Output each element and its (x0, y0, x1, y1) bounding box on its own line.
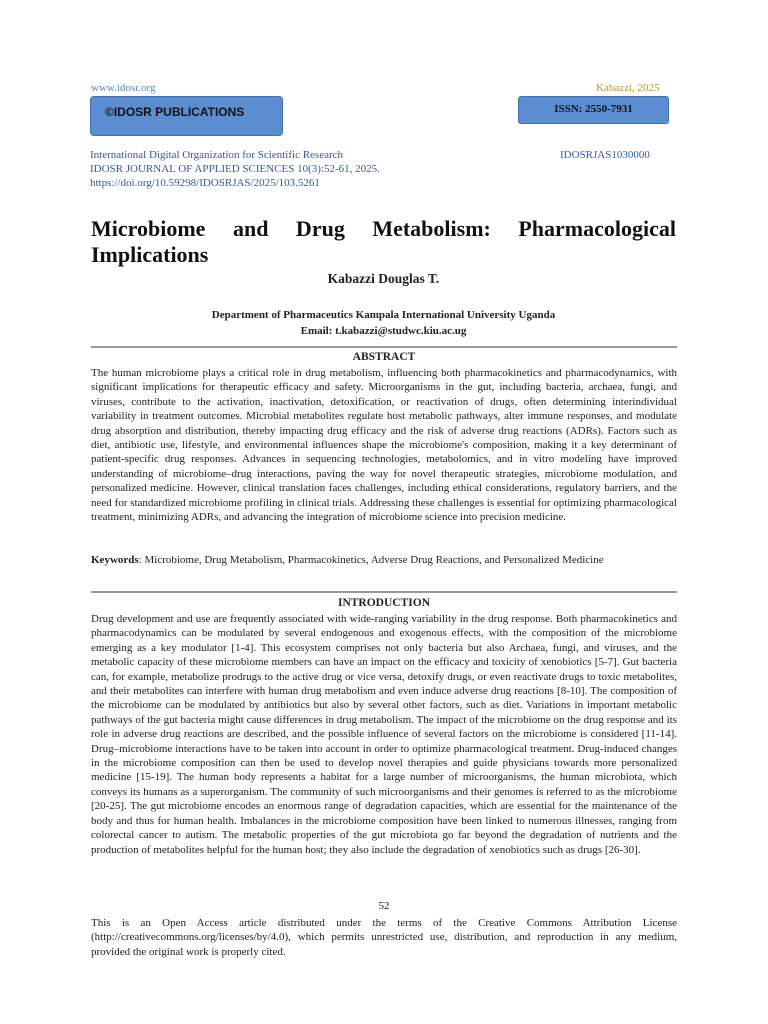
issn-label: ISSN: 2550-7931 (554, 103, 633, 115)
affiliation (91, 307, 676, 339)
issn-badge (518, 96, 669, 124)
introduction-heading: INTRODUCTION (337, 597, 430, 609)
running-author: Kabazzi, 2025 (596, 82, 660, 94)
publisher-badge (90, 96, 283, 136)
divider (91, 346, 677, 348)
article-code: IDOSRJAS1030000 (560, 149, 650, 161)
keywords-label: Keywords (91, 554, 139, 566)
organization-name: International Digital Organization for Scientific Research (90, 149, 344, 161)
keywords-list: : Microbiome, Drug Metabolism, Pharmacokinetics, Adverse Drug Reactions, and Personalized Medicine (138, 554, 604, 566)
license-notice: This is an Open Access article distributed under the terms of the Creative Commons Attribution License (http://creativecommons.org/licenses/by/4.0), which permits unrestricted use, distribution, and reproduction in any medium, provided the original work is properly cited. (91, 917, 677, 958)
introduction-text: Drug development and use are frequently associated with wide-ranging variability in the drug response. Both pharmacokinetics and pharmacodynamics can be modulated by several endogenous and exogenous effects, with the composition of the microbiome emerging as a key modulator [1-4]. This ecosystem comprises not only bacteria but also Archaea, fungi, and viruses, and the metabolic capacity of these microbiome members can have an impact on the efficacy and toxicity of xenobiotics [5-7]. Gut bacteria can, for example, metabolize prodrugs to the active drug or vice versa, detoxify drugs, or even reactivate drugs to toxic metabolites, and their metabolites can interfere with human drug metabolism and even induce adverse drug reactions [8-10]. The composition of the microbiome can be modulated by antibiotics but also by several other factors, such as diet. Variations in important metabolic pathways of the gut bacteria might cause differences in drug metabolism. The impact of the microbiome on the drug response and its role in adverse drug reactions are described, and the possible influence of several factors on the microbiome is considered [11-14]. Drug–microbiome interactions have to be taken into account in order to optimize pharmacological treatment. Drug-induced changes in the microbiome composition can then be used to develop novel therapies and guide physicians towards more personalized medicine [15-19]. The human body represents a habitat for a large number of microorganisms, the human microbiota, which conveys its humans as a superorganism. The community of such microorganisms and their genomes is referred to as the microbiome [20-25]. The gut microbiome encodes an enormous range of degradation capacities, which are essential for the maintenance of the body and thus for human health. Imbalances in the microbiome composition have been linked to numerous illnesses, ranging from colorectal cancer to autism. The metabolic properties of the gut microbiota go far beyond the degradation of nutrients and the production of metabolites helpful for the human host; they also include the degradation of xenobiotics such as drugs [26-30]. (91, 613, 677, 856)
email: Email: t.kabazzi@studwc.kiu.ac.ug (300, 325, 467, 337)
page-number: 52 (378, 900, 390, 912)
abstract-heading: ABSTRACT (352, 351, 416, 363)
doi-link[interactable]: https://doi.org/10.59298/IDOSRJAS/2025/103.5261 (90, 177, 320, 189)
divider (91, 591, 677, 593)
website-link[interactable]: www.idosr.org (91, 82, 156, 94)
article-title: Microbiome and Drug Metabolism: Pharmacological Implications (91, 216, 676, 267)
author-name: Kabazzi Douglas T. (327, 271, 440, 286)
keywords (91, 553, 677, 567)
department: Department of Pharmaceutics Kampala International University Uganda (211, 309, 556, 321)
publisher-badge-label: ©IDOSR PUBLICATIONS (105, 105, 245, 119)
abstract-text: The human microbiome plays a critical role in drug metabolism, influencing both pharmacokinetics and pharmacodynamics, with significant implications for therapeutic efficacy and safety. Microorganisms in the gut, including bacteria, archaea, fungi, and viruses, contribute to the activation, inactivation, detoxification, or reactivation of drugs, often determining interindividual variability in treatment outcomes. Microbial metabolites regulate host metabolic pathways, alter immune responses, and modulate drug absorption and distribution, thereby impacting drug efficacy and the risk of adverse drug reactions (ADRs). Factors such as diet, antibiotic use, lifestyle, and environmental influences shape the microbiome's composition, making it a key determinant of patient-specific drug responses. Advances in sequencing technologies, metabolomics, and in vitro modeling have improved understanding of microbiome–drug interactions, paving the way for novel therapeutic strategies, microbiome modulation, and personalized medicine. However, clinical translation faces challenges, including ethical considerations, regulatory barriers, and the need for standardized microbiome profiling in clinical trials. Addressing these challenges is essential for optimizing pharmacological treatment, minimizing ADRs, and advancing the integration of microbiome science into precision medicine. (91, 367, 677, 524)
journal-citation: IDOSR JOURNAL OF APPLIED SCIENCES 10(3):52-61, 2025. (90, 163, 380, 175)
